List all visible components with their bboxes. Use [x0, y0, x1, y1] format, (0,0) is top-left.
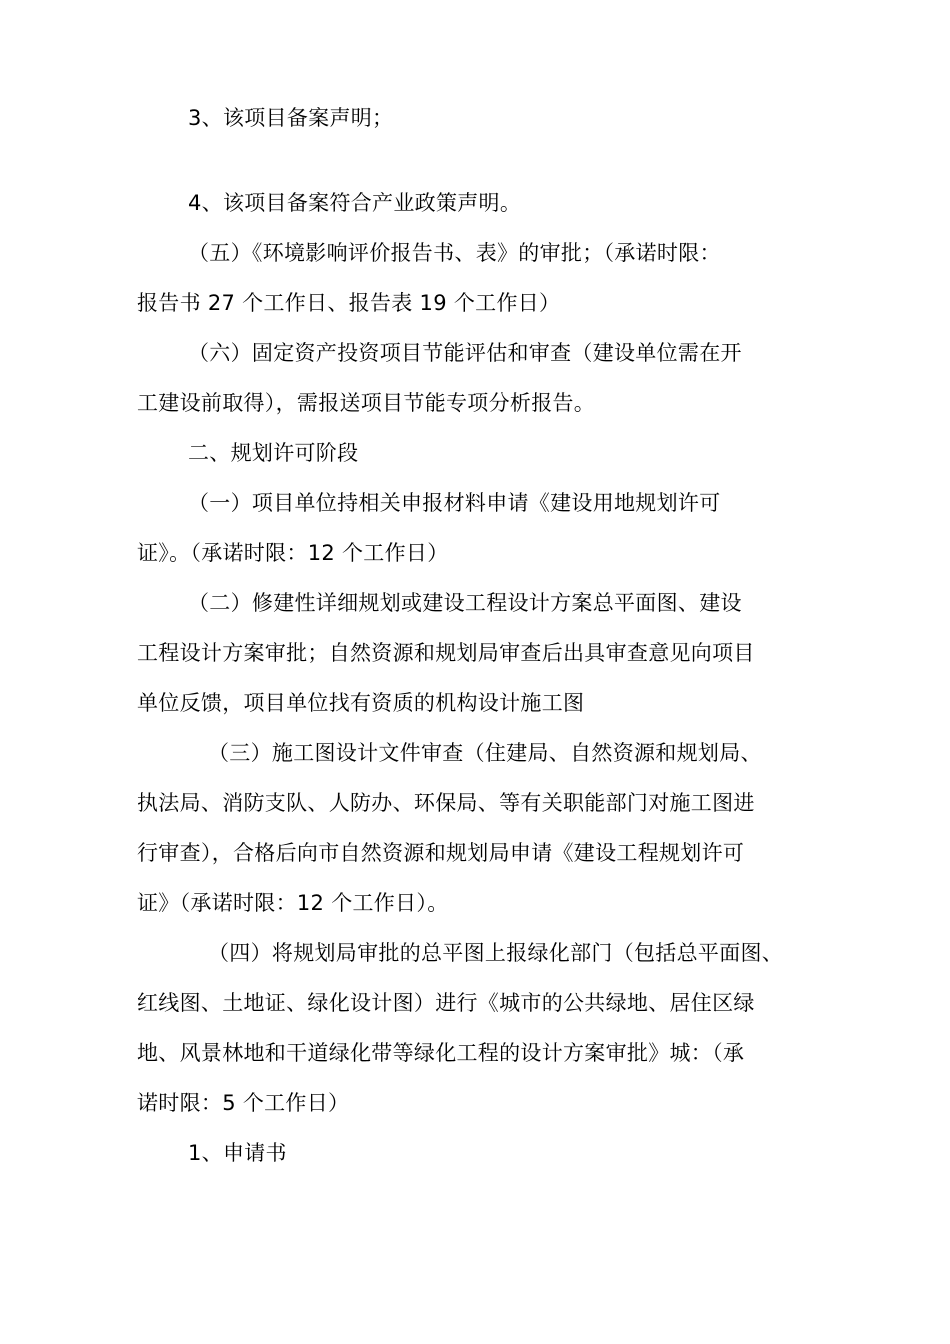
- paragraph-line: 单位反馈，项目单位找有资质的机构设计施工图: [137, 691, 585, 715]
- paragraph-line: 行审查），合格后向市自然资源和规划局申请《建设工程规划许可: [137, 841, 745, 865]
- paragraph-line: 工程设计方案审批；自然资源和规划局审查后出具审查意见向项目: [137, 641, 755, 665]
- paragraph-line: 证》。（承诺时限：12 个工作日）: [137, 541, 449, 565]
- chapter-heading: 二、规划许可阶段: [188, 441, 359, 465]
- list-item: 3、该项目备案声明；: [188, 106, 394, 130]
- section-heading: （五）《环境影响评价报告书、表》的审批；（承诺时限：: [188, 241, 721, 265]
- section-heading: （二）修建性详细规划或建设工程设计方案总平面图、建设: [188, 591, 742, 615]
- paragraph-line: 证》（承诺时限：12 个工作日）。: [137, 891, 449, 915]
- paragraph-line: 地、风景林地和干道绿化带等绿化工程的设计方案审批》城：（承: [137, 1041, 745, 1065]
- paragraph-line: 执法局、消防支队、人防办、环保局、等有关职能部门对施工图进: [137, 791, 755, 815]
- list-item: 4、该项目备案符合产业政策声明。: [188, 191, 522, 215]
- paragraph-line: 工建设前取得），需报送项目节能专项分析报告。: [137, 391, 596, 415]
- paragraph-line: 红线图、土地证、绿化设计图）进行《城市的公共绿地、居住区绿: [137, 991, 755, 1015]
- section-heading: （四）将规划局审批的总平图上报绿化部门（包括总平面图、: [208, 941, 784, 965]
- list-item: 1、申请书: [188, 1141, 287, 1165]
- paragraph-line: 报告书 27 个工作日、报告表 19 个工作日）: [137, 291, 561, 315]
- section-heading: （三）施工图设计文件审查（住建局、自然资源和规划局、: [208, 741, 762, 765]
- paragraph-line: 诺时限：5 个工作日）: [137, 1091, 350, 1115]
- section-heading: （六）固定资产投资项目节能评估和审查（建设单位需在开: [188, 341, 742, 365]
- section-heading: （一）项目单位持相关申报材料申请《建设用地规划许可: [188, 491, 721, 515]
